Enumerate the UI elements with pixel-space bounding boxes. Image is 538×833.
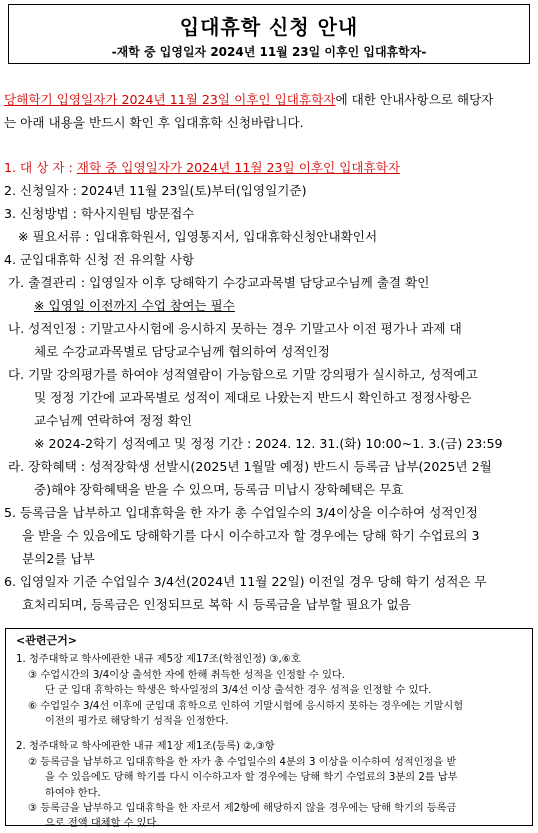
- page-title: 입대휴학 신청 안내: [179, 15, 359, 39]
- reference-box: [5, 628, 533, 830]
- item-5-line-1: 5. 등록금을 납부하고 입대휴학을 한 자가 총 수업일수의 3/4이상을 이수하여 성적인정: [4, 505, 478, 520]
- intro-line-2: 는 아래 내용을 반드시 확인 후 입대휴학 신청바랍니다.: [4, 115, 304, 130]
- item-2: 2. 신청일자 : 2024년 11월 23일(토)부터(입영일기준): [4, 183, 307, 198]
- reference-1a-line-1: ③ 수업시간의 3/4이상 출석한 자에 한해 취득한 성적을 인정할 수 있다.: [28, 669, 346, 681]
- item-5-line-2: 을 받을 수 있음에도 당해학기를 다시 이수하고자 할 경우에는 당해 학기 수업료의 3: [22, 528, 480, 543]
- reference-2a-line-2: 을 수 있음에도 당해 학기를 다시 이수하고자 할 경우에는 당해 학기 수업료의 3분의 2를 납부: [45, 772, 458, 784]
- reference-1: 1. 청주대학교 학사에관한 내규 제5장 제17조(학점인정) ③,⑥호: [16, 654, 301, 666]
- item-6-line-2: 효처리되며, 등록금은 인정되므로 복학 시 등록금을 납부할 필요가 없음: [22, 597, 411, 612]
- reference-1a-line-2: 단 군 입대 휴학하는 학생은 학사일정의 3/4선 이상 출석한 경우 성적을 인정할 수 있다.: [45, 685, 432, 697]
- item-4b-line-2: 체로 수강교과목별로 담당교수님께 협의하여 성적인정: [34, 344, 330, 359]
- page-subtitle: -재학 중 입영일자 2024년 11월 23일 이후인 입대휴학자-: [111, 45, 427, 59]
- item-1: [4, 156, 536, 179]
- item-4c-note: ※ 2024-2학기 성적예고 및 정정 기간 : 2024. 12. 31.(화) 10:00~1. 3.(금) 23:59: [34, 436, 503, 451]
- item-3-note: ※ 필요서류 : 입대휴학원서, 입영통지서, 입대휴학신청안내확인서: [18, 229, 378, 244]
- intro-line-1: [4, 88, 536, 111]
- reference-2a-line-1: ② 등록금을 납부하고 입대휴학을 한 자가 총 수업일수의 4분의 3 이상을 이수하여 성적인정을 받: [28, 756, 457, 768]
- item-4b-line-1: 나. 성적인정 : 기말고사시험에 응시하지 못하는 경우 기말고사 이전 평가나 과제 대: [8, 321, 462, 336]
- reference-heading: <관련근거>: [16, 634, 77, 647]
- reference-1b-line-1: ⑥ 수업일수 3/4선 이후에 군입대 휴학으로 인하여 기말시험에 응시하지 못하는 경우에는 기말시험: [28, 700, 464, 712]
- item-1-value: 재학 중 입영일자가 2024년 11월 23일 이후인 입대휴학자: [76, 160, 401, 175]
- item-4d-line-2: 중)해야 장학혜택을 받을 수 있으며, 등록금 미납시 장학혜택은 무효: [34, 482, 404, 497]
- intro-highlight: 당해학기 입영일자가 2024년 11월 23일 이후인 입대휴학자: [4, 92, 336, 107]
- reference-2b-line-2: 으로 전액 대체할 수 있다.: [45, 818, 160, 830]
- title-box: [8, 4, 530, 64]
- item-4a: 가. 출결관리 : 입영일자 이후 당해학기 수강교과목별 담당교수님께 출결 확인: [8, 275, 430, 290]
- reference-1b-line-2: 이전의 평가로 해당학기 성적을 인정한다.: [45, 716, 229, 728]
- item-5-line-3: 분의2를 납부: [22, 551, 95, 566]
- item-4c-line-3: 교수님께 연락하여 정정 확인: [34, 413, 192, 428]
- item-6-line-1: 6. 입영일자 기준 수업일수 3/4선(2024년 11월 22일) 이전일 경우 당해 학기 성적은 무: [4, 574, 487, 589]
- reference-2: 2. 청주대학교 학사에관한 내규 제1장 제1조(등록) ②,③항: [16, 741, 275, 753]
- item-4: 4. 군입대휴학 신청 전 유의할 사항: [4, 252, 195, 267]
- item-4a-note: ※ 입영일 이전까지 수업 참여는 필수: [34, 298, 235, 313]
- item-3: 3. 신청방법 : 학사지원팀 방문접수: [4, 206, 195, 221]
- item-4d-line-1: 라. 장학혜택 : 성적장학생 선발시(2025년 1월말 예정) 반드시 등록금 납부(2025년 2월: [8, 459, 492, 474]
- intro-rest: 에 대한 안내사항으로 해당자: [335, 92, 494, 107]
- item-4c-line-2: 및 정정 기간에 교과목별로 성적이 제대로 나왔는지 반드시 확인하고 정정사항은: [34, 390, 472, 405]
- reference-2a-line-3: 하여야 한다.: [45, 787, 101, 799]
- reference-2b-line-1: ③ 등록금을 납부하고 입대휴학을 한 자로서 제2항에 해당하지 않을 경우에는 당해 학기의 등록금: [28, 803, 457, 815]
- item-1-label: 1. 대 상 자 :: [4, 160, 77, 175]
- notice-body: [4, 88, 536, 616]
- item-4c-line-1: 다. 기말 강의평가를 하여야 성적열람이 가능함으로 기말 강의평가 실시하고, 성적예고: [8, 367, 478, 382]
